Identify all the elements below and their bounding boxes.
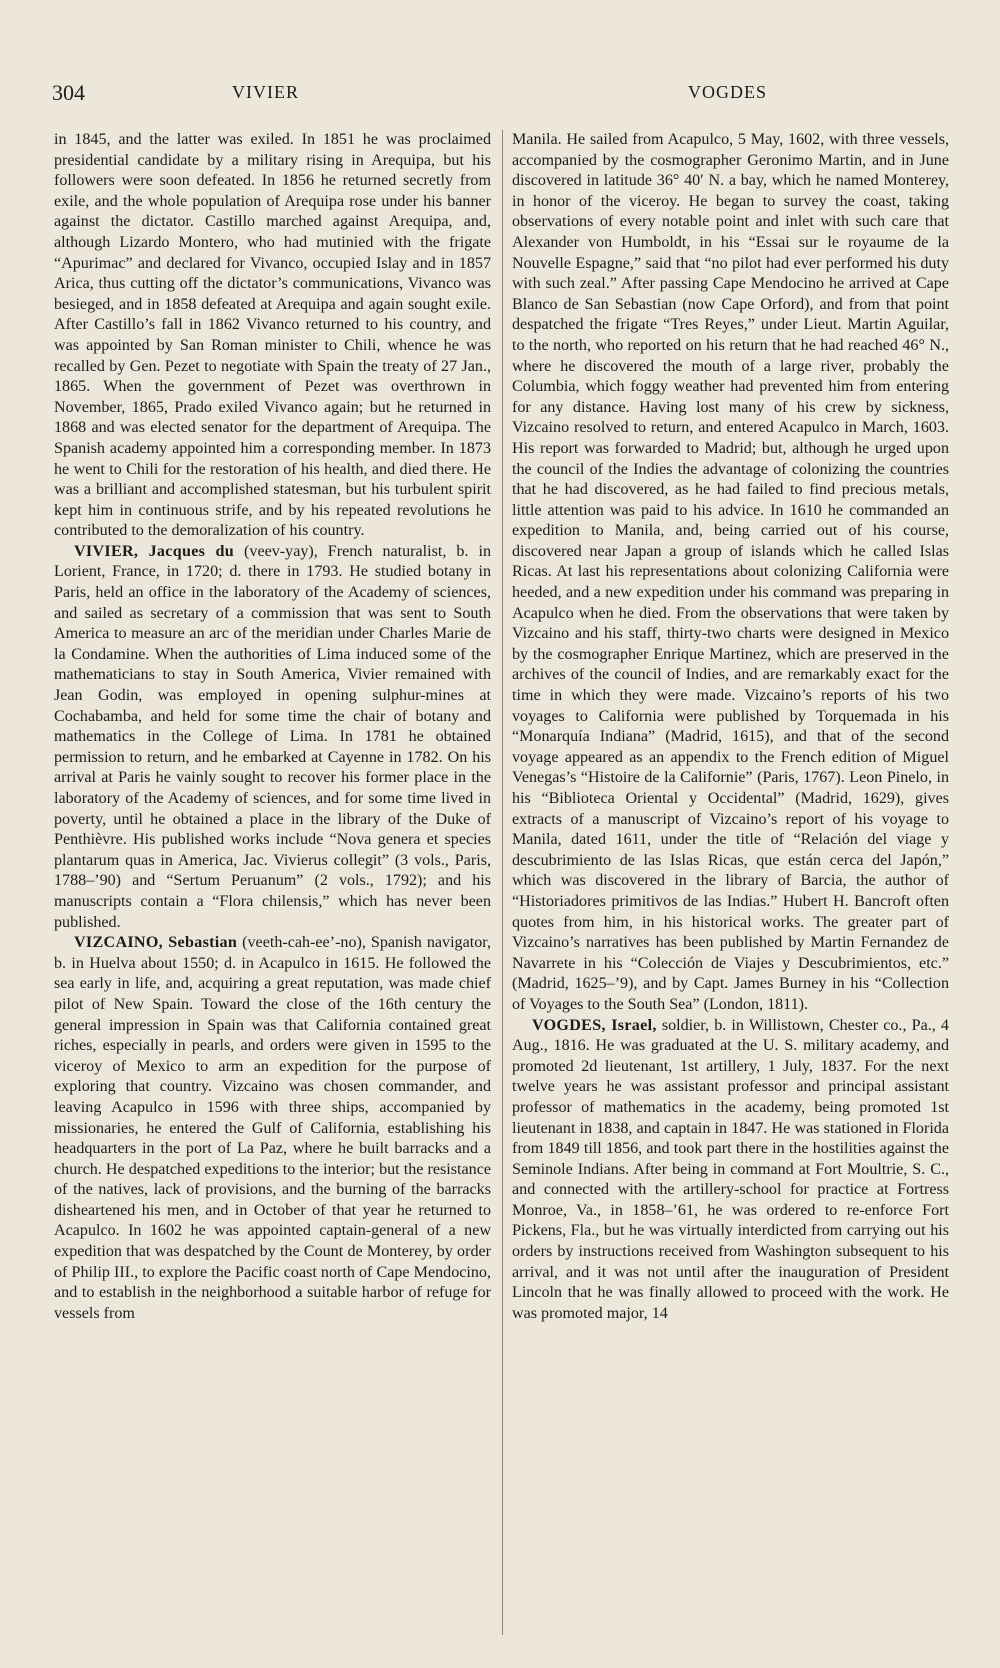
right-column xyxy=(512,130,949,1324)
right-running-head: VOGDES xyxy=(688,82,768,102)
vizcaino-continuation: Manila. He sailed from Acapulco, 5 May, 1602, with three vessels, accompanied by the cosmographer Geronimo Martin, and in June discovered in latitude 36° 40′ N. a bay, which he named Monterey, in honor of the viceroy. He began to survey the coast, taking observations of every notable point and inlet with such care that Alexander von Humboldt, in his “Essai sur le royaume de la Nouvelle Espagne,” said that “no pilot had ever performed his duty with such zeal.” After passing Cape Mendocino he arrived at Cape Blanco de San Sebastian (now Cape Orford), and from that point despatched the frigate “Tres Reyes,” under Lieut. Martin Aguilar, to the north, who reported on his return that he had reached 46° N., where he discovered the mouth of a large river, probably the Columbia, which foggy weather had prevented him from entering for any distance. Having lost many of his crew by sickness, Vizcaino resolved to return, and entered Acapulco in March, 1603. His report was forwarded to Madrid; but, although he urged upon the council of the Indies the advantage of colonizing the countries that he had discovered, as he had failed to find precious metals, little attention was paid to his advice. In 1610 he commanded an expedition to Manila, and, being carried out of his course, discovered near Japan a group of islands which he called Islas Ricas. At last his representations about colonizing California were heeded, and a new expedition under his command was preparing in Acapulco when he died. From the observations that were taken by Vizcaino and his staff, thirty-two charts were designed in Mexico by the cosmographer Enrique Martinez, which are preserved in the archives of the council of Indies, and are remarkably exact for the time in which they were made. Vizcaino’s reports of his two voyages to California were published by Torquemada in his “Monarquía Indiana” (Madrid, 1615), and that of the second voyage appeared as an appendix to the French edition of Miguel Venegas’s “Histoire de la Californie” (Paris, 1767). Leon Pinelo, in his “Biblioteca Oriental y Occidental” (Madrid, 1629), gives extracts of a manuscript of Vizcaino’s report of his voyage to Manila, dated 1611, under the title of “Relación del viage y descubrimiento de las Islas Ricas, que están cerca del Japón,” which was discovered in the library of Barcia, the author of “Historiadores primitivos de las Indias.” Hubert H. Bancroft often quotes from him, in his historical works. The greater part of Vizcaino’s narratives has been published by Martin Fernandez de Navarrete in his “Colección de Viajes y Descubrimientos, etc.” (Madrid, 1625–’9), and by Capt. James Burney in his “Collection of Voyages to the South Sea” (London, 1811). xyxy=(512,131,949,1013)
page-number: 304 xyxy=(52,80,85,105)
left-column xyxy=(54,130,491,1324)
left-running-head: VIVIER xyxy=(232,82,299,102)
entry-heading-vogdes: VOGDES, Israel, xyxy=(532,1016,657,1034)
column-divider xyxy=(502,130,503,1635)
entry-body-vizcaino: (veeth-cah-ee’-no), Spanish navigator, b. in Huelva about 1550; d. in Acapulco in 1615. He followed the sea early in life, and, acquiring a great reputation, was made chief pilot of New Spain. Toward the close of the 16th century the general impression in Spain was that California contained great riches, especially in pearls, and orders were given in 1595 to the viceroy of Mexico to arm an expedition for the purpose of exploring that country. Vizcaino was chosen commander, and leaving Acapulco in 1596 with three ships, accompanied by missionaries, he entered the Gulf of California, establishing his headquarters in the port of La Paz, where he built barracks and a church. He despatched expeditions to the interior; but the resistance of the natives, lack of provisions, and the burning of the barracks disheartened his men, and in October of that year he returned to Acapulco. In 1602 he was appointed captain-general of a new expedition that was despatched by the Count de Monterey, by order of Philip III., to explore the Pacific coast north of Cape Mendocino, and to establish in the neighborhood a suitable harbor of refuge for vessels from xyxy=(54,934,491,1322)
entry-body-vogdes: soldier, b. in Willistown, Chester co., Pa., 4 Aug., 1816. He was graduated at the U. S. military academy, and promoted 2d lieutenant, 1st artillery, 1 July, 1837. For the next twelve years he was assistant professor and principal assistant professor of mathematics in the academy, being promoted 1st lieutenant in 1838, and captain in 1847. He was stationed in Florida from 1849 till 1856, and took part there in the hostilities against the Seminole Indians. After being in command at Fort Moultrie, S. C., and connected with the artillery-school for practice at Fortress Monroe, Va., in 1858–’61, he was ordered to re-enforce Fort Pickens, Fla., but he was virtually interdicted from carrying out his orders by instructions received from Washington subsequent to his arrival, and it was not until after the inauguration of President Lincoln that he was finally allowed to proceed with the work. He was promoted major, 14 xyxy=(512,1016,949,1322)
running-head xyxy=(0,80,1000,110)
entry-heading-vivier: VIVIER, Jacques du xyxy=(74,542,235,560)
entry-vivier xyxy=(54,542,491,933)
vivanco-continuation: in 1845, and the latter was exiled. In 1851 he was proclaimed presidential candidate by a military rising in Arequipa, but his followers were soon defeated. In 1856 he returned secretly from exile, and the whole population of Arequipa rose under his banner against the dictator. Castillo marched against Arequipa, and, although Lizardo Montero, who had mutinied with the frigate “Apurimac” and declared for Vivanco, occupied Islay and in 1857 Arica, thus cutting off the dictator’s communications, Vivanco was besieged, and in 1858 defeated at Arequipa and again sought exile. After Castillo’s fall in 1862 Vivanco returned to his country, and was appointed by San Roman minister to Chili, whence he was recalled by Gen. Pezet to negotiate with Spain the treaty of 27 Jan., 1865. When the government of Pezet was overthrown in November, 1865, Prado exiled Vivanco again; but he returned in 1868 and was elected senator for the department of Arequipa. The Spanish academy appointed him a corresponding member. In 1873 he went to Chili for the restoration of his health, and died there. He was a brilliant and accomplished statesman, but his turbulent spirit kept him in continuous strife, and by his repeated revolutions he contributed to the demoralization of his country. xyxy=(54,131,491,540)
entry-heading-vizcaino: VIZCAINO, Sebastian xyxy=(74,934,238,952)
entry-vizcaino xyxy=(54,933,491,1324)
entry-vogdes xyxy=(512,1016,949,1325)
entry-body-vivier: (veev-yay), French naturalist, b. in Lorient, France, in 1720; d. there in 1793. He studied botany in Paris, held an office in the laboratory of the Academy of sciences, and sailed as secretary of a commission that was sent to South America to measure an arc of the meridian under Charles Marie de la Condamine. When the authorities of Lima induced some of the mathematicians to stay in South America, Vivier remained with Jean Godin, was employed in opening sulphur-mines at Cochabamba, and held for some time the chair of botany and mathematics in the College of Lima. In 1781 he obtained permission to return, and he embarked at Cayenne in 1782. On his arrival at Paris he vainly sought to recover his former place in the laboratory of the Academy of sciences, and for some time lived in poverty, until he obtained a place in the library of the Duke of Penthièvre. His published works include “Nova genera et species plantarum quas in America, Jac. Vivierus collegit” (3 vols., Paris, 1788–’90) and “Sertum Peruanum” (2 vols., 1792); and his manuscripts contain a “Flora chilensis,” which has never been published. xyxy=(54,542,492,931)
